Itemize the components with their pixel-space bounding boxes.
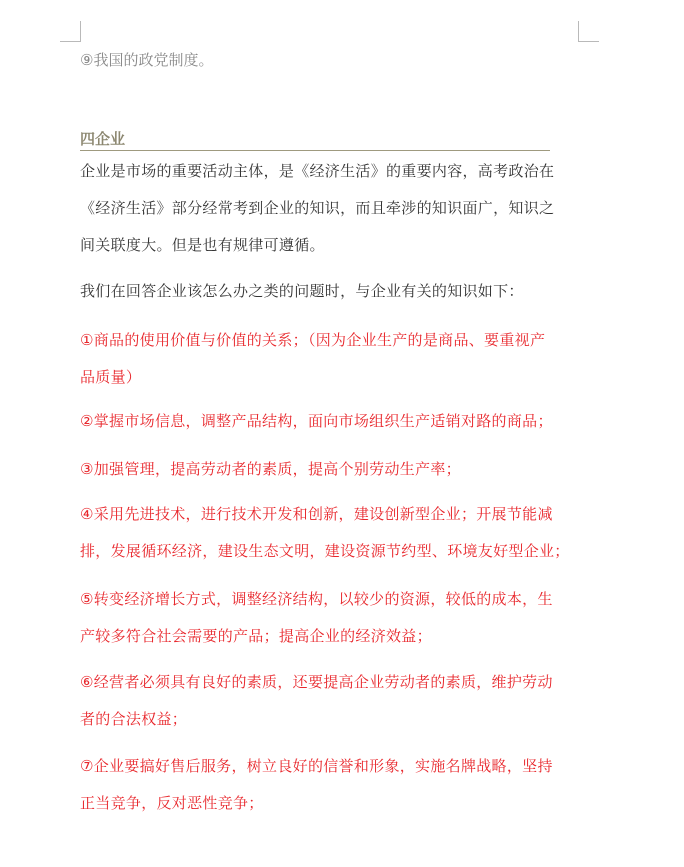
list-item-previous: ⑨我国的政党制度。 bbox=[80, 51, 214, 69]
section-heading-text: 四企业 bbox=[80, 130, 126, 148]
lead-paragraph bbox=[80, 273, 590, 310]
paragraph-line: 企业是市场的重要活动主体，是《经济生活》的重要内容，高考政治在 bbox=[80, 162, 555, 180]
paragraph-line: 排，发展循环经济，建设生态文明，建设资源节约型、环境友好型企业； bbox=[80, 542, 570, 560]
paragraph-line: ⑤转变经济增长方式，调整经济结构，以较少的资源，较低的成本，生 bbox=[80, 590, 553, 608]
paragraph-line: 品质量） bbox=[80, 368, 142, 386]
paragraph-line: 间关联度大。但是也有规律可遵循。 bbox=[80, 236, 325, 254]
paragraph-line: ②掌握市场信息，调整产品结构，面向市场组织生产适销对路的商品； bbox=[80, 412, 553, 430]
paragraph-line: ③加强管理，提高劳动者的素质，提高个别劳动生产率； bbox=[80, 460, 461, 478]
point-6 bbox=[80, 664, 590, 738]
section-heading bbox=[80, 128, 550, 151]
paragraph-line: ④采用先进技术，进行技术开发和创新，建设创新型企业；开展节能减 bbox=[80, 505, 553, 523]
point-3 bbox=[80, 451, 590, 488]
paragraph-line: 我们在回答企业该怎么办之类的问题时，与企业有关的知识如下： bbox=[80, 282, 524, 300]
paragraph-line: ⑥经营者必须具有良好的素质，还要提高企业劳动者的素质，维护劳动 bbox=[80, 673, 553, 691]
paragraph-line: 产较多符合社会需要的产品；提高企业的经济效益； bbox=[80, 627, 432, 645]
paragraph-line: 者的合法权益； bbox=[80, 710, 188, 728]
point-2 bbox=[80, 403, 590, 440]
page-corner-mark-top-left bbox=[60, 21, 81, 42]
paragraph-line: ⑦企业要搞好售后服务，树立良好的信誉和形象，实施名牌战略，坚持 bbox=[80, 757, 553, 775]
point-5 bbox=[80, 581, 590, 655]
paragraph-line: ①商品的使用价值与价值的关系；（因为企业生产的是商品、要重视产 bbox=[80, 331, 546, 349]
point-4 bbox=[80, 496, 590, 570]
point-7 bbox=[80, 748, 590, 822]
intro-paragraph bbox=[80, 153, 590, 264]
point-1 bbox=[80, 322, 590, 396]
page-corner-mark-top-right bbox=[578, 21, 599, 42]
paragraph-line: 《经济生活》部分经常考到企业的知识，而且牵涉的知识面广，知识之 bbox=[80, 199, 555, 217]
paragraph-line: 正当竞争，反对恶性竞争； bbox=[80, 794, 264, 812]
